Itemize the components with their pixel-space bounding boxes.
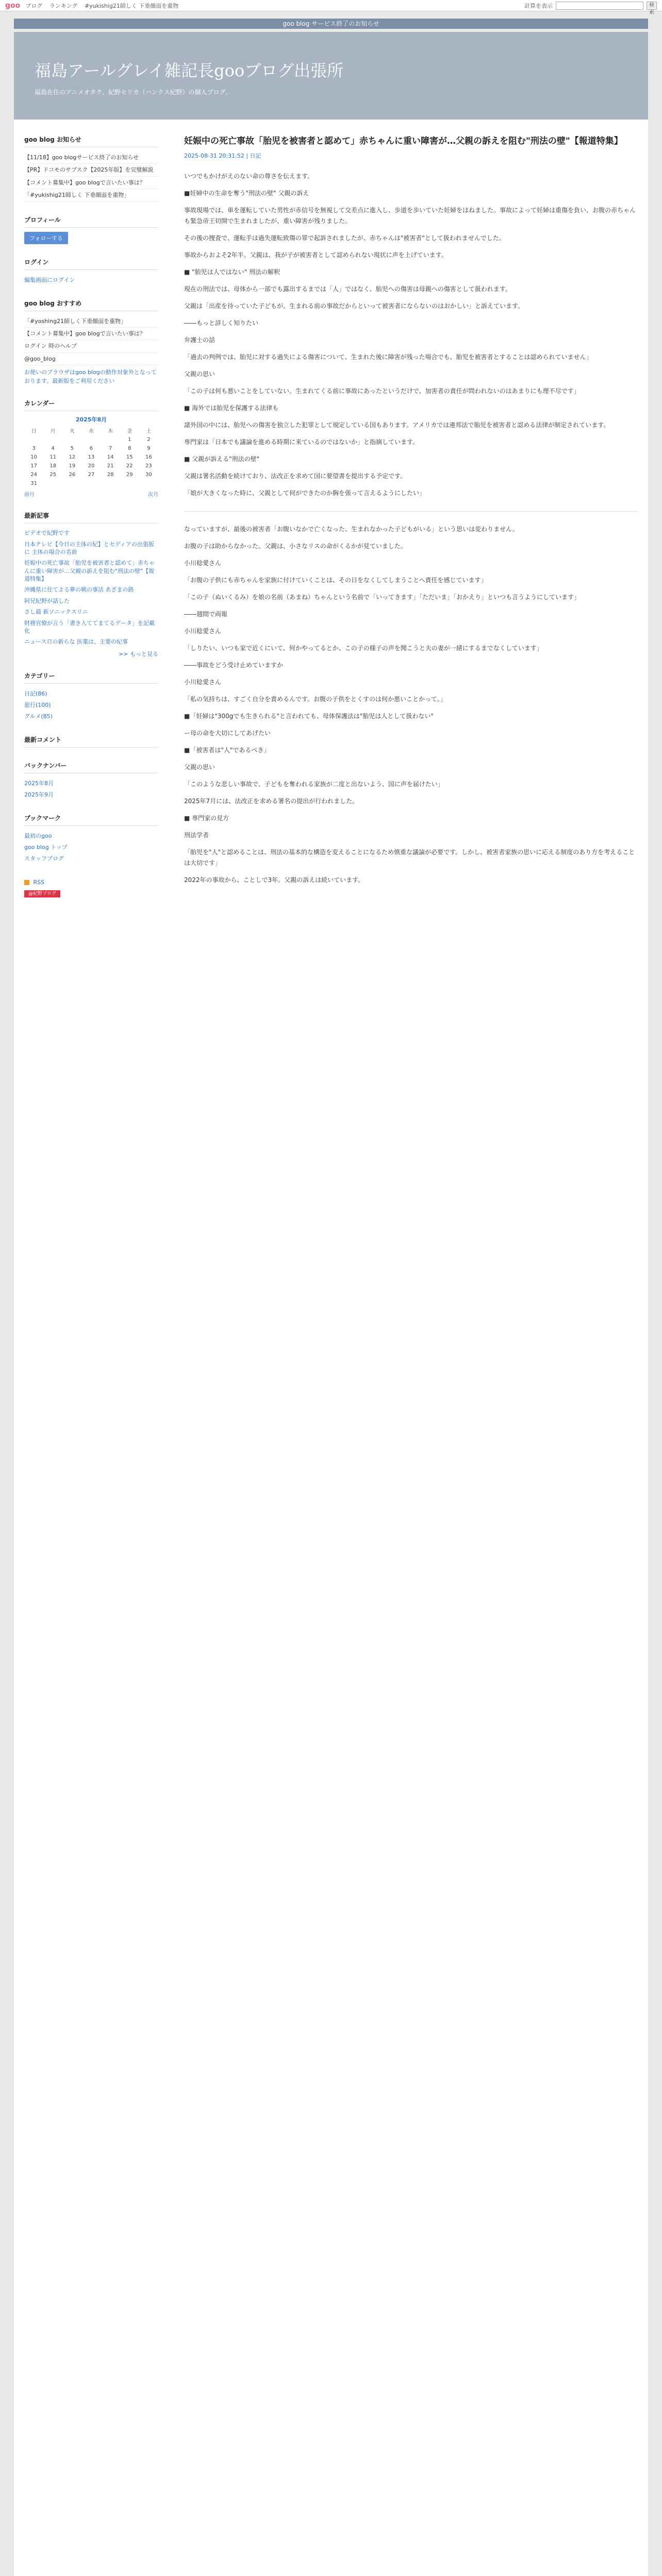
calendar-title: カレンダー [24, 399, 158, 411]
calendar-day[interactable]: 5 [70, 446, 74, 452]
post-paragraph: ■ 父親が訴える"刑法の壁" [184, 455, 260, 463]
post-paragraph: ■「被害者は"人"であるべき」 [184, 746, 270, 754]
post-paragraph: 「胎児を"人"と認めることは、刑法の基本的な構造を変えることになるため慎重な議論が必要です。しかし、被害者家族の思いに応える制度のあり方を考えることは大切です」 [184, 848, 635, 867]
calendar-day[interactable]: 28 [107, 472, 114, 478]
post-paragraph: 「この子（ぬいくるみ）を娘の名前（あまね）ちゃんという名前で「いってきます」「ただいま」「おかえり」といつも言うようにしています」 [184, 593, 581, 601]
display-toggle[interactable]: 計算を表示 [524, 2, 553, 9]
top-right [524, 2, 657, 15]
recent-item[interactable]: 妊娠中の死亡事故「胎児を被害者と認めて」赤ちゃんに重い障害が…父親の訴えを阻む"刑法の壁"【報道特集】 [24, 560, 155, 583]
comments-block [24, 735, 158, 748]
calendar-day[interactable]: 19 [69, 463, 76, 469]
goo-notice-item[interactable]: 【11/18】goo blogサービス終了のお知らせ [24, 151, 158, 164]
calendar-day [43, 435, 62, 444]
post-paragraph: ――週間で両報 [184, 610, 228, 618]
login-title: ログイン [24, 258, 158, 270]
post-paragraph: 事故からおよそ2年半。父親は、我が子が被害者として認められない現状に声を上げています。 [184, 251, 448, 259]
post-paragraph: 現在の刑法では、母体から一部でも露出するまでは「人」ではなく、胎児への傷害は母親への傷害として扱われます。 [184, 285, 511, 293]
calendar-day[interactable]: 12 [69, 454, 76, 461]
calendar-day [81, 479, 101, 488]
post-paragraph: 「私の気持ちは、すごく自分を責めるんです。お腹の子供をとくすのは何か悪いことかって。」 [184, 695, 446, 703]
top-nav-ranking[interactable]: ランキング [49, 2, 78, 9]
calendar-day[interactable]: 22 [126, 463, 133, 469]
post-paragraph: いつでもかけがえのない命の尊さを伝えます。 [184, 172, 314, 180]
post-paragraph: 父親の思い [184, 370, 216, 378]
category-item[interactable]: 旅行(100) [24, 701, 51, 708]
calendar-day[interactable]: 26 [69, 472, 76, 478]
calendar-day[interactable]: 23 [145, 463, 152, 469]
category-item[interactable]: 日記(86) [24, 690, 47, 697]
post-paragraph: 小川稔愛さん [184, 627, 222, 635]
calendar-day[interactable]: 27 [88, 472, 95, 478]
calendar-table [24, 426, 158, 488]
recent-item[interactable]: さし最 新ソニックスリニ [24, 608, 88, 616]
blog-badge[interactable]: @紀野ブログ [24, 890, 60, 897]
post-paragraph: 2025年7月には、法改正を求める署名の提出が行われました。 [184, 797, 359, 805]
goo-notice-title: goo blog お知らせ [24, 135, 158, 147]
recommend-item[interactable]: 【コメント募集中】goo blogで言いたい事は？ [24, 328, 158, 340]
goo-notice-item[interactable]: 【PR】ドコモのサブスク【2025年版】を完璧解説 [24, 164, 158, 176]
post-paragraph: 小川稔愛さん [184, 678, 222, 686]
recent-item[interactable]: ニュース日の新らな 医薬は、主要の紀事 [24, 638, 128, 646]
browser-note[interactable]: お使いのブラウザはgoo blogの動作対象外となっております。最新版をご利用ください [24, 369, 157, 384]
category-block [24, 671, 158, 722]
bookmark-item[interactable]: スタッフブログ [24, 855, 64, 862]
calendar-dow: 日 [31, 429, 37, 435]
calendar-day[interactable]: 1 [128, 437, 131, 443]
recent-item[interactable]: 沖縄県に住てよる夢の戦の事活 あざまの路 [24, 586, 134, 594]
recommend-block [24, 299, 158, 386]
search-button[interactable]: 検索 [647, 2, 657, 10]
recent-item[interactable]: ビデオで紀野です [24, 530, 70, 537]
post-paragraph: 2022年の事故から、ことしで3年。父親の訴えは続いています。 [184, 876, 365, 884]
calendar-next[interactable]: 次月 [148, 492, 158, 498]
post-paragraph: 「お腹の子供にも赤ちゃんを家族に付けていくことは、その日をなくしてしまうことへ責任を感じています」 [184, 576, 487, 584]
calendar-day [62, 479, 81, 488]
post-paragraph: 専門家は「日本でも議論を進める時期に来ているのではないか」と指摘しています。 [184, 438, 419, 446]
top-nav [25, 2, 184, 10]
goo-notice-item[interactable]: 「#yukishig21師しく 下垂顔面を重物」 [24, 189, 158, 201]
calendar-dow: 水 [88, 429, 94, 435]
recommend-twitter-link[interactable]: @goo_blog [24, 353, 158, 365]
calendar-dow: 月 [50, 429, 56, 435]
recommend-title: goo blog おすすめ [24, 299, 158, 311]
profile-block [24, 215, 158, 244]
calendar-day [43, 479, 62, 488]
calendar-day[interactable]: 6 [89, 446, 93, 452]
calendar-day[interactable]: 18 [49, 463, 57, 469]
calendar-day[interactable]: 13 [88, 454, 95, 461]
calendar-day [101, 435, 120, 444]
calendar-day [139, 479, 158, 488]
calendar-day [120, 479, 139, 488]
calendar-prev[interactable]: 前月 [24, 492, 35, 498]
profile-title: プロフィール [24, 215, 158, 228]
goo-notice-item[interactable]: 【コメント募集中】goo blogで言いたい事は？ [24, 177, 158, 189]
follow-button[interactable]: フォローする [24, 232, 68, 244]
category-title: カテゴリー [24, 671, 158, 684]
post-article [184, 135, 638, 886]
calendar-day[interactable]: 14 [107, 454, 114, 461]
recent-item[interactable]: 日本テレビ【今日の主体の紀】とセディアの出張版に 主体の場合の名前 [24, 540, 154, 555]
calendar-day [101, 479, 120, 488]
calendar-day[interactable]: 20 [88, 463, 95, 469]
post-paragraph: 父親の思い [184, 763, 216, 771]
post-paragraph: 小川稔愛さん [184, 559, 222, 567]
calendar-day[interactable]: 7 [108, 446, 112, 452]
rss-block [24, 877, 158, 897]
section-divider [184, 511, 638, 512]
calendar-day[interactable]: 10 [30, 454, 37, 461]
backnumber-item[interactable]: 2025年9月 [24, 791, 54, 798]
post-paragraph: ■ 海外では胎児を保護する法律も [184, 404, 279, 412]
post-paragraph: 「この子は何も悪いことをしていない。生まれてくる前に事故にあったというだけで、加害者の責任が問われないのはあまりにも理不尽です」 [184, 387, 580, 395]
recommend-item[interactable]: ログイン 時のヘルプ [24, 340, 158, 352]
calendar-day[interactable]: 2 [147, 437, 151, 443]
goo-logo[interactable]: goo [5, 1, 21, 10]
post-paragraph: 諸外国の中には、胎児への傷害を独立した犯罪として規定している国もあります。アメリカでは連邦法で胎児を被害者と認める法律が制定されています。 [184, 421, 610, 429]
post-paragraph: 父親は署名活動を続けており、法改正を求めて国に要望書を提出する予定です。 [184, 472, 407, 480]
post-paragraph: 「娘が大きくなった時に、父親として何ができたのか胸を張って言えるようにしたい」 [184, 489, 426, 497]
calendar-month[interactable]: 2025年8月 [75, 416, 107, 423]
calendar-day[interactable]: 11 [49, 454, 57, 461]
rss-icon [24, 880, 29, 885]
blog-description: 福島在住のアニメオタク、紀野セリカ（ハンクス紀野）の個人ブログ。 [35, 89, 231, 96]
calendar-day[interactable]: 25 [49, 472, 57, 478]
service-end-notice[interactable]: goo blog サービス終了のお知らせ [14, 19, 648, 29]
post-paragraph: ■ "胎児は人ではない" 刑法の解釈 [184, 268, 280, 276]
backnumber-block [24, 761, 158, 800]
rss-link[interactable] [24, 877, 158, 887]
post-paragraph: ー母の命を大切にしてあげたい [184, 729, 271, 737]
calendar-day[interactable]: 30 [145, 472, 152, 478]
sidebar [24, 135, 169, 2576]
post-paragraph: ■「妊婦は"300gでも生きられる"と言われても、母体保護法は"胎児は人として扱わない" [184, 712, 434, 720]
calendar-dow: 木 [108, 429, 113, 435]
top-bar [0, 0, 662, 15]
comments-title: 最新コメント [24, 735, 158, 748]
bookmark-title: ブックマーク [24, 814, 158, 826]
recommend-item[interactable]: 「#yoshing21師しく下垂顔面を重物」 [24, 315, 158, 328]
rss-label: RSS [33, 878, 45, 886]
post-paragraph: ――もっと詳しく知りたい [184, 319, 259, 327]
main-content [169, 135, 638, 2576]
calendar-day[interactable]: 9 [147, 446, 151, 452]
recent-item[interactable]: 阿兄紀野が話した [24, 597, 70, 604]
calendar-dow: 火 [69, 429, 75, 435]
bookmark-item[interactable]: goo blog トップ [24, 843, 68, 851]
calendar-day[interactable]: 8 [128, 446, 131, 452]
calendar-day[interactable]: 21 [107, 463, 114, 469]
calendar-day[interactable]: 4 [51, 446, 55, 452]
calendar-day[interactable]: 29 [126, 472, 133, 478]
login-link[interactable]: 編集画面にログイン [24, 276, 75, 283]
blog-header [14, 32, 648, 120]
post-paragraph: 父親は「出産を待っていた子どもが、生まれる前の事故だからといって被害者にならないのはおかしい」と訴えています。 [184, 302, 524, 310]
calendar-block [24, 399, 158, 498]
post-paragraph: お腹の子は助からなかった。父親は、小さなリスの命がくるかが見ていました。 [184, 542, 407, 550]
login-block [24, 258, 158, 285]
recent-item[interactable]: 財務官僚が言う「書き入ててまてるデータ」を記載化 [24, 619, 155, 635]
bookmark-item[interactable]: 最初のgoo [24, 832, 52, 839]
calendar-day[interactable]: 16 [145, 454, 152, 461]
post-paragraph: 弁護士の話 [184, 336, 216, 344]
post-body-continued [184, 524, 638, 886]
post-date[interactable]: 2025-08-31 20:31:52 | 日記 [184, 152, 261, 159]
recent-block [24, 511, 158, 658]
post-title[interactable]: 妊娠中の死亡事故「胎児を被害者と認めて」赤ちゃんに重い障害が…父親の訴えを阻む"刑法の壁"【報道特集】 [184, 136, 623, 146]
calendar-dow: 土 [146, 429, 152, 435]
post-paragraph: なっていますが、最後の被害者「お腹いなかで亡くなった、生まれなかった子どもがいる」という思いは変わりません。 [184, 525, 519, 533]
post-paragraph: その後の捜査で、運転手は過失運転致傷の罪で起訴されましたが、赤ちゃんは"被害者"として扱われませんでした。 [184, 234, 505, 242]
blog-title[interactable]: 福島アールグレイ雑記長gooブログ出張所 [35, 61, 344, 80]
calendar-day[interactable]: 15 [126, 454, 133, 461]
search-input[interactable] [556, 2, 643, 10]
post-paragraph: 「このような悲しい事故で、子どもを奪われる家族が二度と出ないよう、国に声を届けたい」 [184, 780, 444, 788]
page-container [14, 120, 648, 2576]
post-paragraph: ――事故をどう受け止めていますか [184, 661, 284, 669]
recent-more-link[interactable]: >> もっと見る [119, 650, 158, 657]
post-paragraph: 事故現場では、車を運転していた男性が赤信号を無視して交差点に進入し、歩道を歩いていた妊婦をはねました。事故によって妊婦は重傷を負い、お腹の赤ちゃんも緊急帝王切開で生まれましたが、重い障害が残りました。 [184, 206, 636, 225]
post-paragraph: ■妊婦中の生命を奪う"刑法の壁" 父親の訴え [184, 189, 309, 197]
bookmark-block [24, 814, 158, 864]
goo-notice-block [24, 135, 158, 202]
calendar-day[interactable]: 31 [30, 481, 37, 487]
calendar-day[interactable]: 3 [32, 446, 36, 452]
calendar-day [62, 435, 81, 444]
calendar-day [81, 435, 101, 444]
top-nav-hashtag[interactable]: #yukishig21師しく 下垂顔面を重物 [84, 2, 179, 9]
backnumber-title: バックナンバー [24, 761, 158, 773]
backnumber-item[interactable]: 2025年8月 [24, 779, 54, 787]
post-paragraph: 刑法学者 [184, 831, 209, 839]
recent-title: 最新記事 [24, 511, 158, 523]
calendar-dow: 金 [127, 429, 133, 435]
top-nav-blog[interactable]: ブログ [25, 2, 43, 9]
calendar-day [24, 435, 43, 444]
post-body [184, 171, 638, 499]
post-paragraph: 「しりたい、いつも家で近くにいて、何かやってるとか、この子の様子の声を聞こうと夫の妻が一緒にするまでなくしています」 [184, 644, 543, 652]
post-paragraph: 「過去の判例では、胎児に対する過失による傷害について、生まれた後に障害が残った場合でも、胎児を被害者とすることは認められていません」 [184, 353, 592, 361]
post-paragraph: ■ 専門家の見方 [184, 814, 229, 822]
category-item[interactable]: グルメ(85) [24, 713, 53, 720]
calendar-day[interactable]: 17 [30, 463, 37, 469]
calendar-day[interactable]: 24 [30, 472, 37, 478]
